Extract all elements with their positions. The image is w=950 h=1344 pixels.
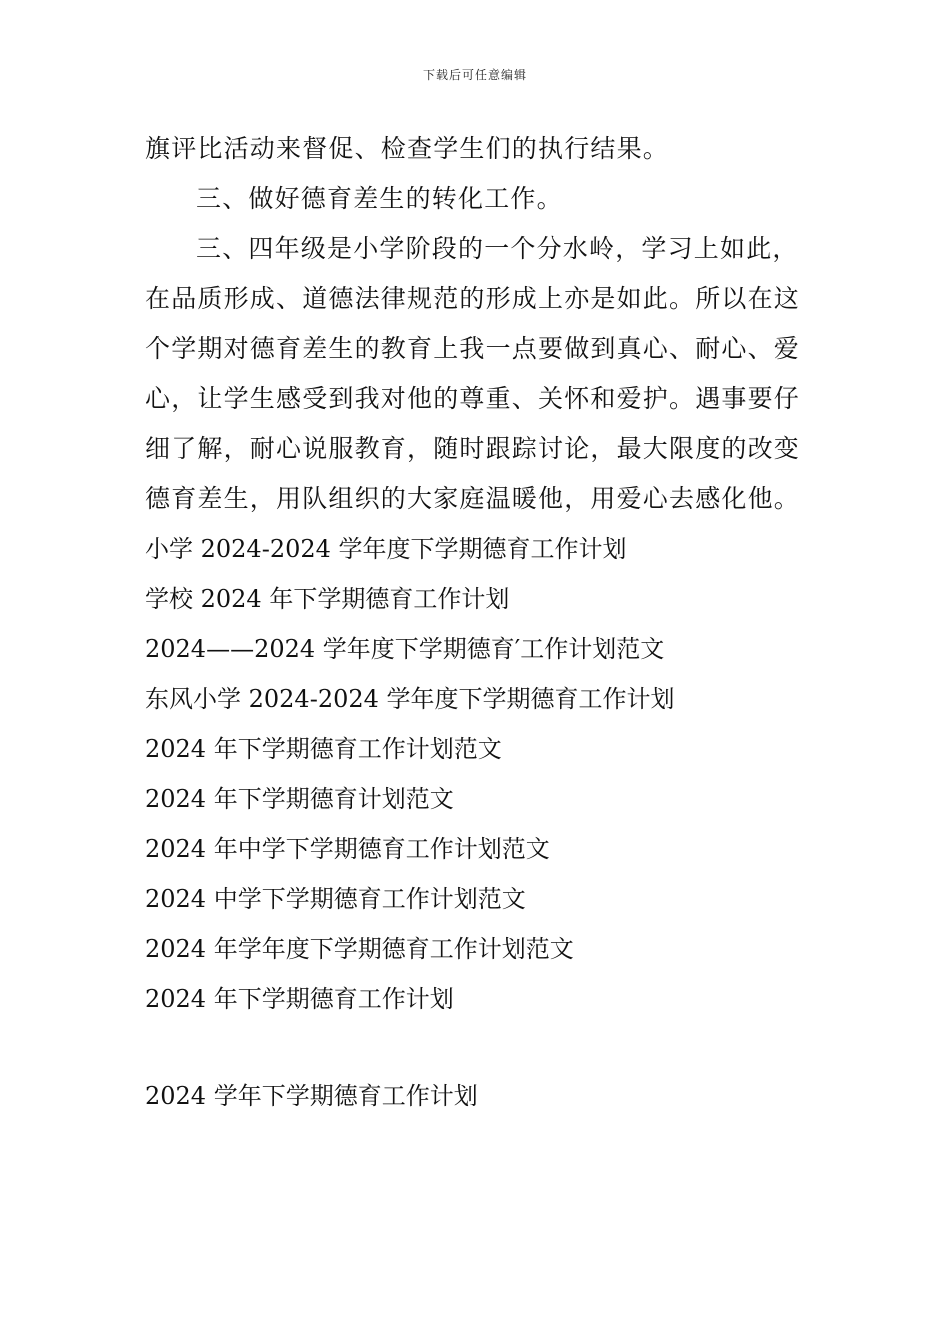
page-header: 下载后可任意编辑 <box>422 68 527 82</box>
related-title: 2024 年下学期德育工作计划 <box>145 985 454 1013</box>
body-line: 德育差生，用队组织的大家庭温暖他，用爱心去感化他。 <box>145 484 801 513</box>
body-line: 个学期对德育差生的教育上我一点要做到真心、耐心、爱 <box>145 334 801 363</box>
related-title: 2024 年学年度下学期德育工作计划范文 <box>145 935 574 963</box>
body-line: 心，让学生感受到我对他的尊重、关怀和爱护。遇事要仔 <box>145 384 801 413</box>
final-title: 2024 学年下学期德育工作计划 <box>145 1082 478 1110</box>
related-title: 东风小学 2024-2024 学年度下学期德育工作计划 <box>145 685 675 713</box>
body-line: 细了解，耐心说服教育，随时跟踪讨论，最大限度的改变 <box>145 434 801 463</box>
body-text <box>145 124 810 524</box>
section-heading: 三、做好德育差生的转化工作。 <box>196 184 563 213</box>
related-title: 2024——2024 学年度下学期德育′工作计划范文 <box>145 635 665 663</box>
body-line: 旗评比活动来督促、检查学生们的执行结果。 <box>145 134 670 163</box>
related-title: 2024 年下学期德育计划范文 <box>145 785 454 813</box>
body-line: 在品质形成、道德法律规范的形成上亦是如此。所以在这 <box>145 284 801 313</box>
related-title: 学校 2024 年下学期德育工作计划 <box>145 585 510 613</box>
related-title: 小学 2024-2024 学年度下学期德育工作计划 <box>145 535 627 563</box>
related-titles-list <box>145 524 845 1024</box>
related-title: 2024 年中学下学期德育工作计划范文 <box>145 835 550 863</box>
related-title: 2024 中学下学期德育工作计划范文 <box>145 885 526 913</box>
body-line: 三、四年级是小学阶段的一个分水岭，学习上如此， <box>196 234 799 263</box>
related-title: 2024 年下学期德育工作计划范文 <box>145 735 502 763</box>
